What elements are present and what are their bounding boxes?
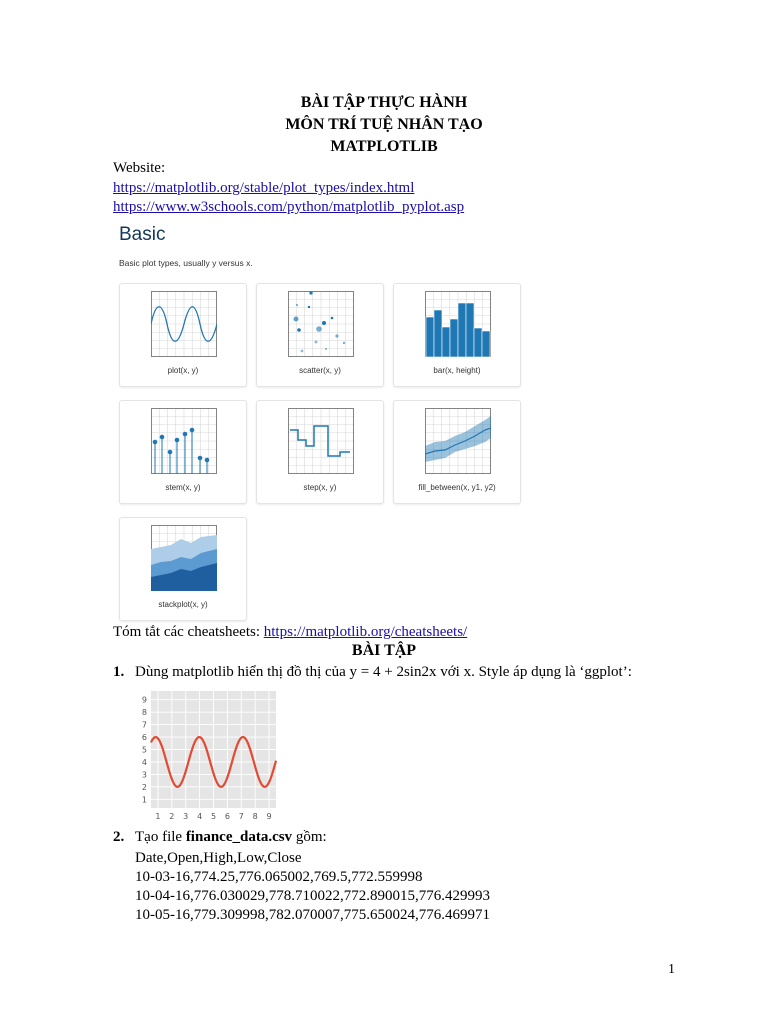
- x-tick-label: 8: [252, 812, 258, 821]
- y-tick-labels: [142, 696, 147, 805]
- scatter-thumbnail: [288, 291, 354, 357]
- y-tick-label: 2: [141, 782, 147, 792]
- cheatsheets-link[interactable]: https://matplotlib.org/cheatsheets/: [263, 624, 468, 640]
- exercise-1-number: 1.: [113, 664, 125, 680]
- fill-between-thumbnail: [425, 408, 491, 474]
- stackplot-thumbnail: [151, 525, 217, 591]
- y-tick-label: 6: [141, 733, 147, 743]
- plot-types-gallery: [110, 222, 524, 622]
- y-tick-label: 3: [141, 770, 147, 780]
- stem-thumbnail: [151, 408, 217, 474]
- y-tick-label: 7: [141, 720, 147, 730]
- card-stem[interactable]: [119, 400, 247, 504]
- card-fill-between-caption: fill_between(x, y1, y2): [418, 483, 496, 492]
- bar-thumbnail: [425, 291, 491, 357]
- exercises-heading: BÀI TẬP: [351, 642, 417, 659]
- x-tick-label: 1: [155, 812, 161, 821]
- y-tick-label: 5: [141, 745, 147, 755]
- x-tick-label: 9: [266, 812, 272, 821]
- card-scatter-caption: scatter(x, y): [299, 366, 341, 375]
- gallery-title: Basic: [119, 224, 166, 245]
- exercise-2-prefix: Tạo file: [135, 829, 186, 845]
- y-tick-label: 1: [141, 795, 147, 805]
- card-stackplot-caption: stackplot(x, y): [158, 600, 208, 609]
- exercise-2-suffix: gồm:: [292, 829, 327, 845]
- x-tick-label: 4: [197, 812, 203, 821]
- exercise-2-number: 2.: [113, 829, 125, 845]
- plot-thumbnail: [151, 291, 217, 357]
- csv-line: Date,Open,High,Low,Close: [135, 850, 302, 866]
- y-tick-label: 9: [141, 695, 147, 705]
- doc-title-line2: MÔN TRÍ TUỆ NHÂN TẠO: [285, 116, 483, 133]
- exercise-1-text: Dùng matplotlib hiển thị đồ thị của y = 4 + 2sin2x với x. Style áp dụng là ‘ggplot’:: [135, 664, 632, 680]
- x-tick-label: 6: [224, 812, 230, 821]
- gallery-subtitle: Basic plot types, usually y versus x.: [119, 258, 253, 268]
- card-plot[interactable]: [119, 283, 247, 387]
- grid: [288, 408, 354, 474]
- grid: [288, 291, 354, 357]
- matplotlib-plot-types-link[interactable]: https://matplotlib.org/stable/plot_types/index.html: [113, 180, 415, 196]
- x-tick-labels: [155, 812, 271, 821]
- x-tick-label: 5: [210, 812, 217, 821]
- card-stackplot[interactable]: [119, 517, 247, 621]
- doc-title-line3: MATPLOTLIB: [330, 138, 438, 155]
- x-tick-label: 3: [183, 812, 189, 821]
- y-tick-label: 4: [141, 757, 147, 767]
- card-step-caption: step(x, y): [303, 483, 337, 492]
- sine-chart: [135, 688, 280, 824]
- step-thumbnail: [288, 408, 354, 474]
- card-plot-caption: plot(x, y): [167, 366, 199, 375]
- page-number: 1: [668, 962, 675, 977]
- card-bar[interactable]: [393, 283, 521, 387]
- x-tick-label: 2: [169, 812, 175, 821]
- w3schools-pyplot-link[interactable]: https://www.w3schools.com/python/matplotlib_pyplot.asp: [113, 199, 465, 215]
- card-step[interactable]: [256, 400, 384, 504]
- csv-line: 10-04-16,776.030029,778.710022,772.890015,776.429993: [135, 888, 490, 904]
- card-fill-between[interactable]: [393, 400, 521, 504]
- cheatsheets-label: Tóm tắt các cheatsheets:: [113, 624, 264, 640]
- card-bar-caption: bar(x, height): [433, 366, 481, 375]
- exercise-2-filename: finance_data.csv: [185, 829, 293, 845]
- csv-line: 10-03-16,774.25,776.065002,769.5,772.559998: [135, 869, 423, 885]
- exercise-2-text: [135, 829, 327, 846]
- card-stem-caption: stem(x, y): [165, 483, 201, 492]
- cheatsheets-line: [113, 624, 467, 641]
- website-label: Website:: [113, 160, 166, 176]
- card-scatter[interactable]: [256, 283, 384, 387]
- doc-title-line1: BÀI TẬP THỰC HÀNH: [300, 94, 468, 111]
- y-tick-label: 8: [141, 708, 147, 718]
- x-tick-label: 7: [238, 812, 244, 821]
- csv-line: 10-05-16,779.309998,782.070007,775.650024,776.469971: [135, 907, 490, 923]
